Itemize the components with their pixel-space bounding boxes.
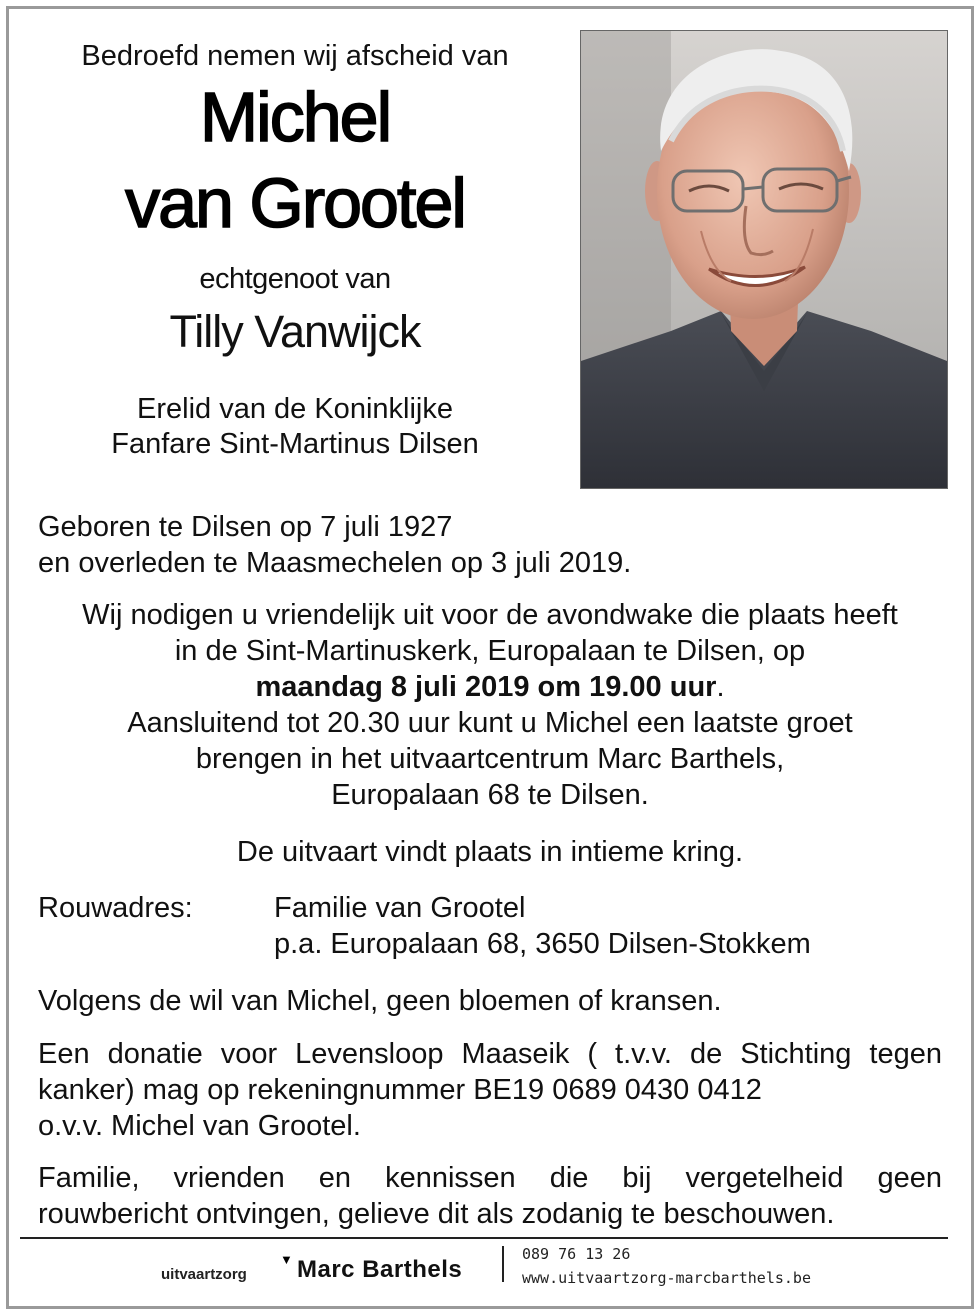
wake-datetime-line	[38, 669, 942, 705]
birth-line: Geboren te Dilsen op 7 juli 1927	[38, 511, 453, 543]
deceased-last-name: van Grootel	[125, 164, 465, 242]
wake-line-1: Wij nodigen u vriendelijk uit voor de avondwake die plaats heeft	[82, 599, 898, 631]
life-dates	[38, 509, 942, 581]
honor-line-1: Erelid van de Koninklijke	[137, 393, 453, 425]
deceased-first-name: Michel	[199, 78, 391, 156]
death-line: en overleden te Maasmechelen op 3 juli 2019.	[38, 547, 632, 579]
donation-line-2: kanker) mag op rekeningnummer BE19 0689 0430 0412	[38, 1074, 762, 1106]
address-line-1: Familie van Grootel	[274, 892, 526, 924]
contact-info	[522, 1242, 811, 1290]
address-row-2	[38, 926, 942, 962]
donation-line-1: Een donatie voor Levensloop Maaseik ( t.v.v. de Stichting tegen	[38, 1038, 942, 1070]
wake-invitation	[38, 597, 942, 813]
wake-datetime: maandag 8 juli 2019 om 19.00 uur	[255, 671, 717, 703]
notice-block	[38, 1160, 942, 1232]
donation-block	[38, 1036, 942, 1144]
wake-line-4: Aansluitend tot 20.30 uur kunt u Michel een laatste groet	[127, 707, 853, 739]
phone-number: 089 76 13 26	[522, 1245, 631, 1263]
header-block	[30, 40, 560, 462]
donation-line-3: o.v.v. Michel van Grootel.	[38, 1110, 361, 1142]
portrait-illustration	[581, 31, 947, 488]
address-line-2: p.a. Europalaan 68, 3650 Dilsen-Stokkem	[274, 928, 811, 960]
address-label: Rouwadres:	[38, 892, 193, 924]
flowers-note: Volgens de wil van Michel, geen bloemen of kransen.	[38, 985, 722, 1017]
wake-datetime-suffix: .	[716, 671, 725, 703]
notice-line-1: Familie, vrienden en kennissen die bij vergetelheid geen	[38, 1162, 942, 1194]
footer-separator	[502, 1246, 504, 1282]
intro-text: Bedroefd nemen wij afscheid van	[81, 40, 509, 72]
wake-line-6: Europalaan 68 te Dilsen.	[331, 779, 649, 811]
funeral-home-footer	[0, 1242, 968, 1292]
funeral-note: De uitvaart vindt plaats in intieme kring.	[236, 836, 744, 868]
portrait-photo	[580, 30, 948, 489]
address-row-1	[38, 890, 942, 926]
notice-line-2: rouwbericht ontvingen, gelieve dit als zodanig te beschouwen.	[38, 1198, 835, 1230]
wake-line-2: in de Sint-Martinuskerk, Europalaan te Dilsen, op	[174, 635, 806, 667]
wake-line-5: brengen in het uitvaartcentrum Marc Barthels,	[195, 743, 785, 775]
brand-name: Marc Barthels	[297, 1256, 463, 1283]
spouse-name: Tilly Vanwijck	[169, 306, 421, 357]
footer-divider	[20, 1237, 948, 1239]
honor-line-2: Fanfare Sint-Martinus Dilsen	[111, 428, 479, 460]
brand-tagline: uitvaartzorg	[161, 1266, 247, 1283]
brand-mark-icon: ▼	[280, 1252, 293, 1267]
website-link[interactable]: www.uitvaartzorg-marcbarthels.be	[522, 1269, 811, 1287]
spouse-label: echtgenoot van	[199, 263, 391, 295]
mourning-address	[38, 890, 942, 962]
